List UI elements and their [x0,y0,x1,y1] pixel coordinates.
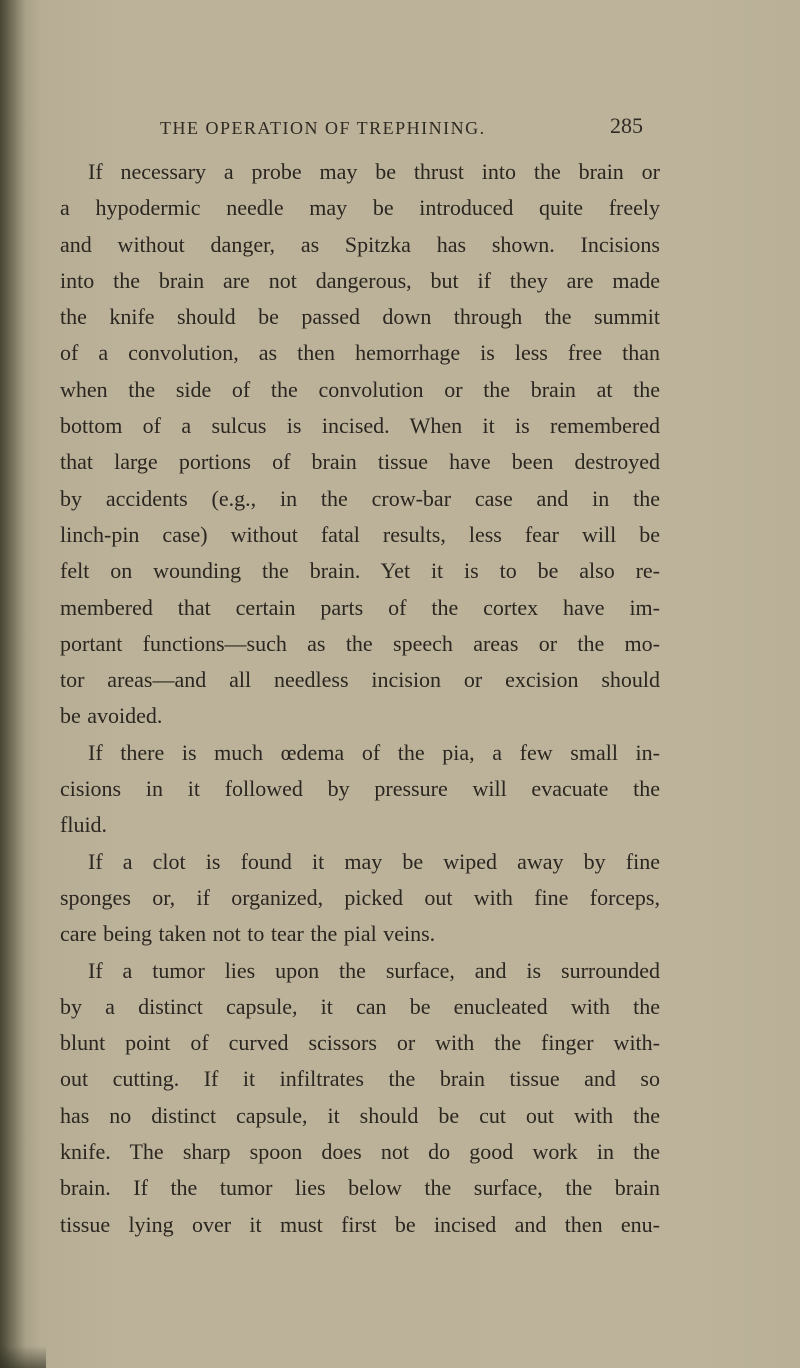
text-line: cisions in it followed by pressure will evacuate the [60,776,660,802]
text-line: linch-pin case) without fatal results, less fear will be [60,521,660,547]
spine-shadow [0,0,26,1368]
text-line: blunt point of curved scissors or with the finger with- [60,1030,660,1056]
running-head [160,114,650,142]
text-line: membered that certain parts of the cortex have im- [60,594,660,620]
text-line: If a clot is found it may be wiped away by fine [88,848,660,874]
text-line: tor areas—and all needless incision or excision should [60,667,660,693]
text-line: out cutting. If it infiltrates the brain tissue and so [60,1066,660,1092]
text-line: care being taken not to tear the pial veins. [60,921,436,947]
body-text [60,154,660,1243]
text-line: portant functions—such as the speech areas or the mo- [60,630,660,656]
text-line: bottom of a sulcus is incised. When it is remembered [60,413,660,439]
text-line: be avoided. [60,703,163,729]
text-line: by accidents (e.g., in the crow-bar case and in the [60,485,660,511]
text-line: felt on wounding the brain. Yet it is to be also re- [60,558,660,584]
text-line: If a tumor lies upon the surface, and is surrounded [88,957,660,983]
text-line: knife. The sharp spoon does not do good work in the [60,1139,660,1165]
text-line: sponges or, if organized, picked out with fine forceps, [60,884,660,910]
running-title: THE OPERATION OF TREPHINING. [160,118,486,138]
text-line: into the brain are not dangerous, but if they are made [60,267,660,293]
text-line: brain. If the tumor lies below the surface, the brain [60,1175,660,1201]
text-line: a hypodermic needle may be introduced quite freely [60,195,660,221]
text-line: when the side of the convolution or the brain at the [60,376,660,402]
text-line: the knife should be passed down through the summit [60,304,660,330]
page-number: 285 [610,113,643,138]
text-line: tissue lying over it must first be incised and then enu- [60,1211,660,1237]
text-line: by a distinct capsule, it can be enucleated with the [60,993,660,1019]
text-line: fluid. [60,812,108,838]
text-line: If necessary a probe may be thrust into the brain or [88,159,660,184]
page-edge-shadow [0,1346,46,1368]
text-line: of a convolution, as then hemorrhage is less free than [60,340,660,366]
text-line: has no distinct capsule, it should be cut out with the [60,1102,660,1128]
text-line: that large portions of brain tissue have been destroyed [60,449,660,475]
text-line: If there is much œdema of the pia, a few small in- [88,739,660,765]
text-line: and without danger, as Spitzka has shown. Incisions [60,231,660,257]
